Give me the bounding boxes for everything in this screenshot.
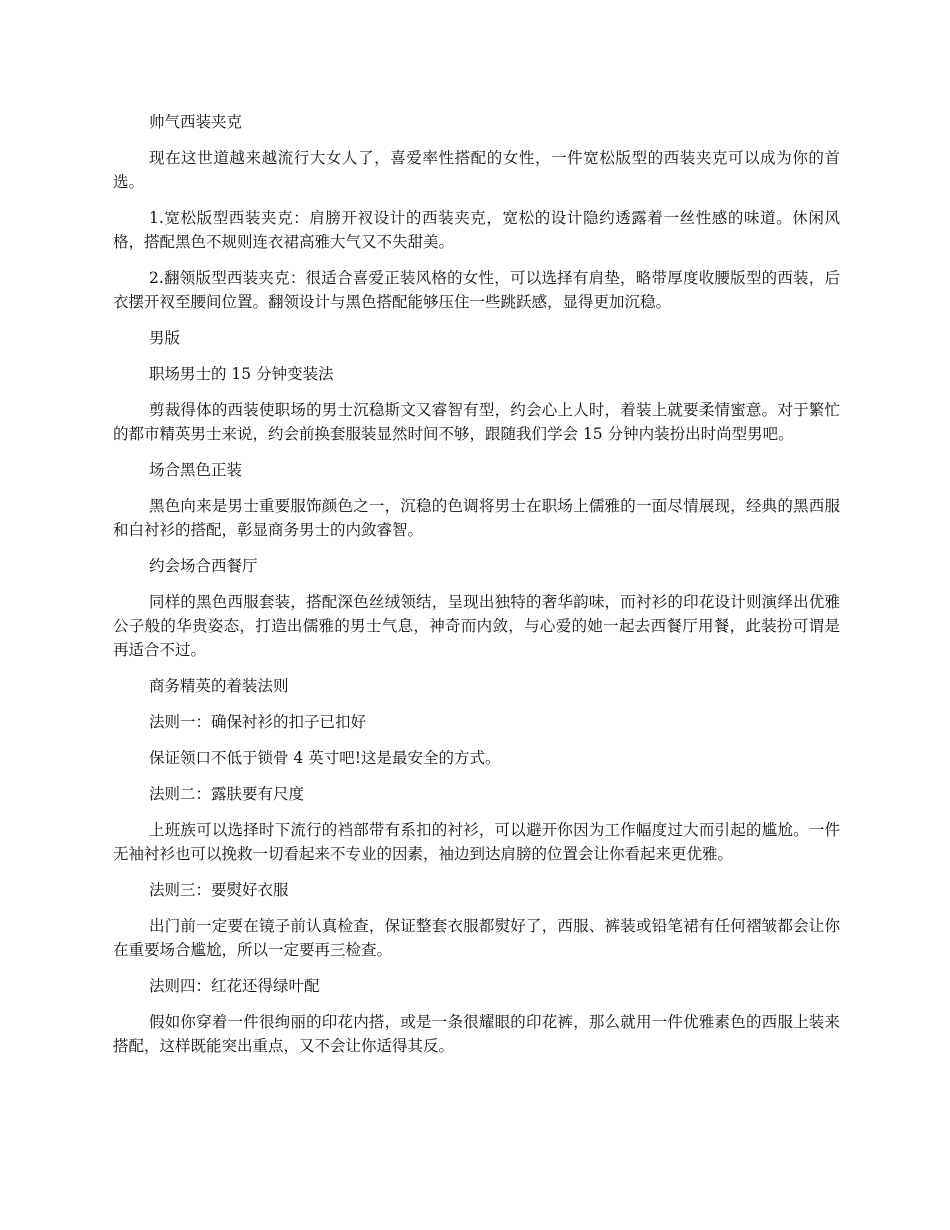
paragraph-intro: 现在这世道越来越流行大女人了，喜爱率性搭配的女性，一件宽松版型的西装夹克可以成为你的首选。	[113, 149, 840, 191]
heading-mens-version: 男版	[149, 329, 181, 347]
paragraph-rule-three: 出门前一定要在镜子前认真检查，保证整套衣服都熨好了，西服、裤装或铅笔裙有任何褶皱都会让你在重要场合尴尬，所以一定要再三检查。	[113, 917, 840, 959]
paragraph-black-formal: 黑色向来是男士重要服饰颜色之一，沉稳的色调将男士在职场上儒雅的一面尽情展现，经典的黑西服和白衬衫的搭配，彰显商务男士的内敛睿智。	[113, 497, 840, 539]
document-body	[113, 110, 840, 1070]
paragraph-tailored-suit: 剪裁得体的西装使职场的男士沉稳斯文又睿智有型，约会心上人时，着装上就要柔情蜜意。对于繁忙的都市精英男士来说，约会前换套服装显然时间不够，跟随我们学会 15 分钟内装扮出时尚型男吧。	[113, 401, 840, 443]
heading-business-rules: 商务精英的着装法则	[149, 677, 289, 695]
paragraph-loose-blazer: 1.宽松版型西装夹克：肩膀开衩设计的西装夹克，宽松的设计隐约透露着一丝性感的味道。休闲风格，搭配黑色不规则连衣裙高雅大气又不失甜美。	[113, 209, 840, 251]
heading-rule-three: 法则三：要熨好衣服	[149, 881, 289, 899]
paragraph-rule-two: 上班族可以选择时下流行的裆部带有系扣的衬衫，可以避开你因为工作幅度过大而引起的尴尬。一件无袖衬衫也可以挽救一切看起来不专业的因素，袖边到达肩膀的位置会让你看起来更优雅。	[113, 821, 840, 863]
paragraph-rule-four: 假如你穿着一件很绚丽的印花内搭，或是一条很耀眼的印花裤，那么就用一件优雅素色的西服上装来搭配，这样既能突出重点，又不会让你适得其反。	[113, 1013, 840, 1055]
paragraph-date-restaurant: 同样的黑色西服套装，搭配深色丝绒领结，呈现出独特的奢华韵味，而衬衫的印花设计则演绎出优雅公子般的华贵姿态，打造出儒雅的男士气息，神奇而内敛，与心爱的她一起去西餐厅用餐，此装扮可谓是再适合不过。	[113, 593, 840, 659]
heading-rule-one: 法则一：确保衬衫的扣子已扣好	[149, 713, 367, 731]
heading-rule-two: 法则二：露肤要有尺度	[149, 785, 305, 803]
heading-black-formal: 场合黑色正装	[149, 461, 243, 479]
heading-rule-four: 法则四：红花还得绿叶配	[149, 977, 320, 995]
paragraph-rule-one: 保证领口不低于锁骨 4 英寸吧!这是最安全的方式。	[149, 749, 501, 767]
heading-date-restaurant: 约会场合西餐厅	[149, 557, 258, 575]
paragraph-lapel-blazer: 2.翻领版型西装夹克：很适合喜爱正装风格的女性，可以选择有肩垫，略带厚度收腰版型的西装，后衣摆开衩至腰间位置。翻领设计与黑色搭配能够压住一些跳跃感，显得更加沉稳。	[113, 269, 840, 311]
heading-15-minute-change: 职场男士的 15 分钟变装法	[149, 365, 334, 383]
heading-handsome-blazer: 帅气西装夹克	[149, 113, 243, 131]
